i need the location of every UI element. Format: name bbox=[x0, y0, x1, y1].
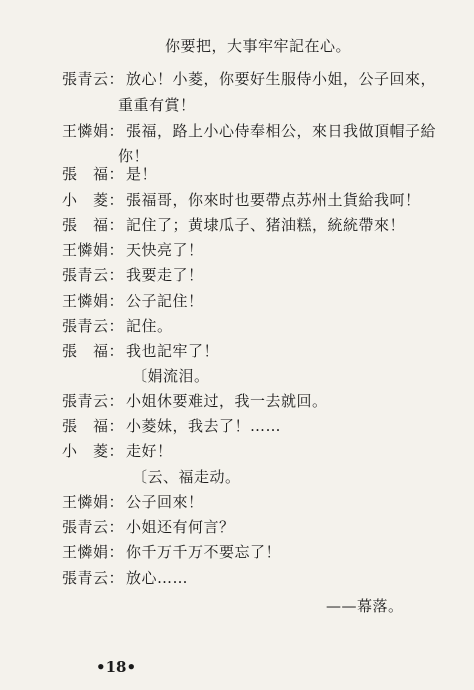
speaker-name: 王憐娟： bbox=[62, 292, 125, 310]
speech-text: 是！ bbox=[126, 165, 158, 183]
script-line bbox=[118, 146, 149, 166]
speech-text: 小菱妹，我去了！…… bbox=[126, 417, 282, 435]
speaker-name: 張青云： bbox=[62, 70, 125, 88]
speaker-name: 王憐娟： bbox=[62, 543, 125, 561]
speech-text: 放心！小菱，你要好生服侍小姐，公子回來， bbox=[126, 70, 437, 88]
script-line bbox=[326, 596, 404, 616]
script-line bbox=[132, 366, 210, 386]
stage-direction: 〔云、福走动。 bbox=[132, 468, 241, 486]
speaker-name: 張青云： bbox=[62, 317, 125, 335]
speaker-name: 張青云： bbox=[62, 518, 125, 536]
speaker-name: 張 福： bbox=[62, 216, 125, 234]
speech-text: 放心…… bbox=[126, 569, 189, 587]
script-line bbox=[132, 467, 241, 487]
speech-text: 小姐休要难过，我一去就回。 bbox=[126, 392, 328, 410]
speaker-name: 張 福： bbox=[62, 342, 125, 360]
script-line bbox=[118, 95, 196, 115]
stage-direction: 〔娟流泪。 bbox=[132, 367, 210, 385]
speech-text: 天快亮了！ bbox=[126, 241, 204, 259]
speech-text: 張福，路上小心侍奉相公，來日我做頂帽子給 bbox=[126, 122, 437, 140]
speaker-name: 小 菱： bbox=[62, 191, 125, 209]
speaker-name: 張青云： bbox=[62, 266, 125, 284]
speaker-name: 張 福： bbox=[62, 417, 125, 435]
script-line bbox=[165, 36, 351, 56]
speaker-name: 王憐娟： bbox=[62, 122, 125, 140]
speech-text: 我要走了！ bbox=[126, 266, 204, 284]
speech-continuation: 你要把，大事牢牢記在心。 bbox=[165, 37, 352, 55]
speech-text: 走好！ bbox=[126, 442, 173, 460]
speech-continuation: 你！ bbox=[118, 147, 150, 165]
speech-text: 記住。 bbox=[126, 317, 173, 335]
speech-text: 公子回來！ bbox=[126, 493, 204, 511]
speech-text: 你千万千万不要忘了！ bbox=[126, 543, 282, 561]
speech-continuation: 重重有賞！ bbox=[118, 96, 196, 114]
speaker-name: 王憐娟： bbox=[62, 493, 125, 511]
speaker-name: 張青云： bbox=[62, 569, 125, 587]
speech-text: 張福哥，你來时也要帶点苏州土貨給我呵！ bbox=[126, 191, 421, 209]
speech-text: 記住了；黄埭瓜子、猪油糕，統統帶來！ bbox=[126, 216, 406, 234]
speech-text: 我也記牢了！ bbox=[126, 342, 220, 360]
speaker-name: 小 菱： bbox=[62, 442, 125, 460]
speaker-name: 張青云： bbox=[62, 392, 125, 410]
page-number: •18• bbox=[96, 658, 137, 676]
speech-text: 公子記住！ bbox=[126, 292, 204, 310]
speech-text: 小姐还有何言？ bbox=[126, 518, 235, 536]
speaker-name: 王憐娟： bbox=[62, 241, 125, 259]
speaker-name: 張 福： bbox=[62, 165, 125, 183]
curtain-fall: ——幕落。 bbox=[326, 597, 404, 615]
